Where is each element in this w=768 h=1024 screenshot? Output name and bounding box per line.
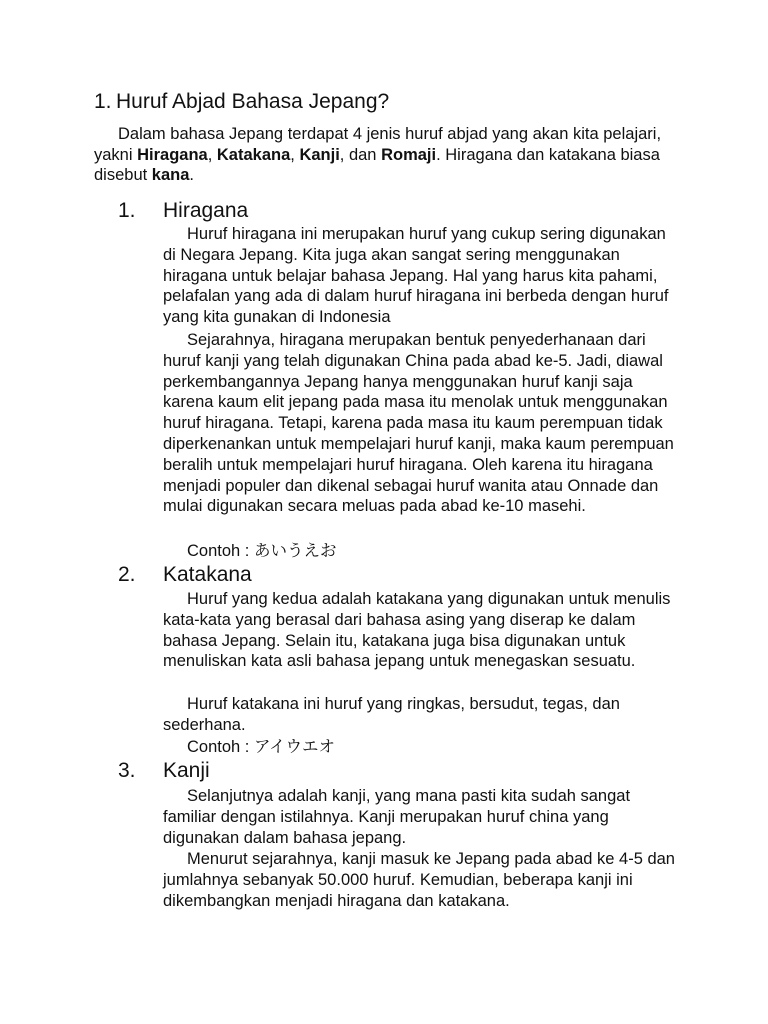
- paragraph-text: Huruf katakana ini huruf yang ringkas, bersudut, tegas, dan sederhana.: [163, 695, 620, 734]
- example-characters: あいうえお: [253, 541, 337, 560]
- paragraph-text: Selanjutnya adalah kanji, yang mana pasti kita sudah sangat familiar dengan istilahnya. Kanji merupakan huruf china yang digunakan dalam bahasa jepang.: [163, 787, 631, 847]
- heading-number: 1.: [94, 90, 112, 113]
- section-title-text: Hiragana: [163, 199, 249, 222]
- hiragana-example: [187, 541, 336, 562]
- section-number: 2.: [118, 563, 136, 586]
- katakana-paragraph-1: [163, 589, 683, 672]
- section-title-text: Katakana: [163, 563, 252, 586]
- katakana-example: [187, 737, 335, 758]
- paragraph-text: Sejarahnya, hiragana merupakan bentuk penyederhanaan dari huruf kanji yang telah digunakan China pada abad ke-5. Jadi, diawal perkembangannya Jepang hanya menggunakan huruf kanji saja karena kaum elit jepang pada masa itu menolak untuk menggunakan huruf hiragana. Tetapi, karena pada masa itu kaum perempuan tidak diperkenankan untuk mempelajari huruf kanji, maka kaum perempuan beralih untuk mempelajari huruf hiragana. Oleh karena itu hiragana menjadi populer dan dikenal sebagai huruf wanita atau Onnade dan mulai digunakan secara meluas pada abad ke-10 masehi.: [163, 331, 674, 516]
- section-number: 3.: [118, 759, 136, 782]
- section-title-hiragana: [118, 199, 248, 223]
- section-title-kanji: [118, 759, 210, 783]
- example-label: Contoh :: [187, 542, 254, 560]
- paragraph-text: Menurut sejarahnya, kanji masuk ke Jepang pada abad ke 4-5 dan jumlahnya sebanyak 50.000 huruf. Kemudian, beberapa kanji ini dikembangkan menjadi hiragana dan katakana.: [163, 850, 675, 910]
- intro-term-romaji: Romaji: [381, 145, 437, 164]
- example-characters: アイウエオ: [253, 737, 335, 756]
- heading-title: Huruf Abjad Bahasa Jepang?: [116, 90, 390, 113]
- intro-term-katakana: Katakana: [216, 145, 291, 164]
- section-number: 1.: [118, 199, 136, 222]
- intro-text: ,: [207, 145, 217, 164]
- intro-text: ,: [290, 145, 300, 164]
- kanji-paragraph-1: [163, 786, 683, 848]
- intro-paragraph: [94, 124, 684, 186]
- kanji-paragraph-2: [163, 849, 683, 911]
- page-title: [94, 89, 389, 115]
- paragraph-text: Huruf yang kedua adalah katakana yang digunakan untuk menulis kata-kata yang berasal dari bahasa asing yang diserap ke dalam bahasa Jepang. Selain itu, katakana juga bisa digunakan untuk menuliskan kata asli bahasa jepang untuk menegaskan sesuatu.: [163, 590, 671, 671]
- katakana-paragraph-2: [163, 694, 683, 736]
- section-title-katakana: [118, 563, 252, 587]
- intro-term-hiragana: Hiragana: [137, 145, 208, 164]
- intro-term-kana: kana: [151, 166, 190, 185]
- intro-text: .: [189, 166, 194, 185]
- paragraph-text: Huruf hiragana ini merupakan huruf yang cukup sering digunakan di Negara Jepang. Kita juga akan sangat sering menggunakan hiragana untuk belajar bahasa Jepang. Hal yang harus kita pahami, pelafalan yang ada di dalam huruf hiragana ini berbeda dengan huruf yang kita gunakan di Indonesia: [163, 225, 669, 327]
- hiragana-paragraph-2: [163, 330, 683, 517]
- intro-term-kanji: Kanji: [299, 145, 340, 164]
- example-label: Contoh :: [187, 738, 254, 756]
- hiragana-paragraph-1: [163, 224, 683, 328]
- intro-text: Dalam bahasa Jepang terdapat 4 jenis huruf abjad yang akan kita pelajari, yakni: [94, 125, 662, 164]
- intro-text: , dan: [339, 145, 382, 164]
- section-title-text: Kanji: [163, 759, 210, 782]
- intro-text: . Hiragana dan katakana biasa disebut: [94, 145, 660, 185]
